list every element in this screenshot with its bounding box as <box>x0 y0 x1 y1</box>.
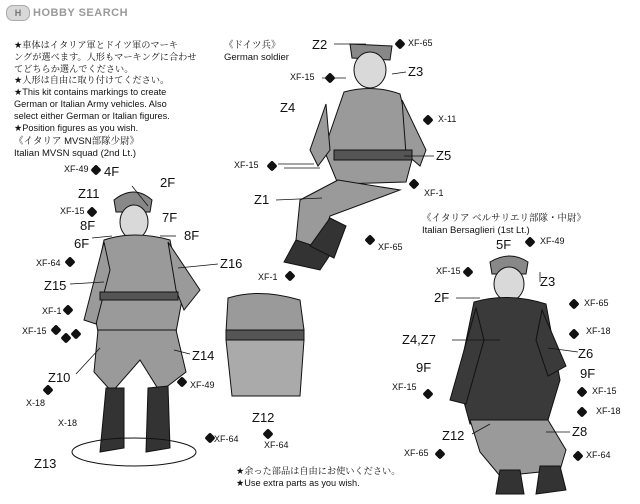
part-label-z13: Z13 <box>34 456 57 471</box>
part-label-8f-right: 8F <box>184 228 200 243</box>
paint-code: XF-15 <box>290 72 315 82</box>
mvsn-officer-figure <box>72 192 200 466</box>
bersaglieri-title-jp: 《イタリア ベルサリエリ部隊・中尉》 <box>422 213 586 224</box>
german-title-jp: 《ドイツ兵》 <box>224 40 281 51</box>
footer-note <box>236 466 400 489</box>
part-label-9f-right: 9F <box>580 366 596 381</box>
instruction-line: ★人形は自由に取り付けてください。 <box>14 75 170 86</box>
paint-code: XF-65 <box>408 38 433 48</box>
part-label-2f: 2F <box>434 290 450 305</box>
part-label-z8: Z8 <box>572 424 588 439</box>
paint-code: XF-49 <box>540 236 565 246</box>
footer-line: ★Use extra parts as you wish. <box>236 477 360 488</box>
paint-code: XF-49 <box>190 380 215 390</box>
paint-code: XF-18 <box>586 326 611 336</box>
part-label-9f: 9F <box>416 360 432 375</box>
instruction-line: ★Position figures as you wish. <box>14 122 139 133</box>
footer-line: ★余った部品は自由にお使いください。 <box>236 466 401 476</box>
instruction-line: ★This kit contains markings to create <box>14 87 167 98</box>
paint-code: XF-15 <box>22 326 47 336</box>
part-label-z15: Z15 <box>44 278 67 293</box>
instruction-line: select either German or Italian figures. <box>14 110 170 121</box>
paint-code: XF-64 <box>214 434 239 444</box>
mvsn-title-en: Italian MVSN squad (2nd Lt.) <box>14 147 136 159</box>
part-label-5f: 5F <box>496 237 512 252</box>
part-label-8f: 8F <box>80 218 96 233</box>
part-label-z11: Z11 <box>78 186 100 201</box>
holster-detail <box>226 293 304 396</box>
part-label-z2: Z2 <box>312 37 328 52</box>
instruction-line: ★車体はイタリア軍とドイツ軍のマーキ <box>14 40 178 50</box>
paint-code: XF-65 <box>378 242 403 252</box>
german-title-en: German soldier <box>224 51 289 63</box>
part-label-z14: Z14 <box>192 348 215 363</box>
part-label-z1: Z1 <box>254 192 270 207</box>
bersaglieri-title-en: Italian Bersaglieri (1st Lt.) <box>422 224 530 236</box>
bersaglieri-officer-figure <box>450 256 566 494</box>
paint-code: XF-1 <box>258 272 278 282</box>
paint-code: XF-65 <box>584 298 609 308</box>
part-label-z10: Z10 <box>48 370 71 385</box>
paint-code: XF-15 <box>392 382 417 392</box>
paint-code: XF-64 <box>586 450 611 460</box>
paint-code: X-18 <box>58 418 78 428</box>
part-label-z12: Z12 <box>442 428 465 443</box>
logo-mark: H <box>6 5 30 21</box>
paint-code: XF-65 <box>404 448 429 458</box>
part-label-z3: Z3 <box>408 64 424 79</box>
instruction-line: てどちらか選んでください。 <box>14 63 134 74</box>
part-label-z4-z7: Z4,Z7 <box>402 332 436 347</box>
part-label-2f: 2F <box>160 175 176 190</box>
paint-code: XF-1 <box>42 306 62 316</box>
mvsn-title-jp: 《イタリア MVSN部隊少尉》 <box>14 136 140 147</box>
part-label-z6: Z6 <box>578 346 594 361</box>
paint-code: XF-15 <box>592 386 617 396</box>
paint-code: X-11 <box>438 114 457 124</box>
part-label-6f: 6F <box>74 236 90 251</box>
part-label-4f: 4F <box>104 164 120 179</box>
part-label-z4: Z4 <box>280 100 296 115</box>
instruction-line: ングが選べます。人形もマーキングに合わせ <box>14 51 197 62</box>
paint-code: XF-15 <box>234 160 259 170</box>
part-label-z5: Z5 <box>436 148 452 163</box>
part-label-z12: Z12 <box>252 410 275 425</box>
paint-code: XF-15 <box>436 266 461 276</box>
instruction-line: German or Italian Army vehicles. Also <box>14 98 167 109</box>
paint-code: XF-18 <box>596 406 621 416</box>
part-label-7f: 7F <box>162 210 178 225</box>
paint-code: XF-1 <box>424 188 444 198</box>
paint-code: X-18 <box>26 398 46 408</box>
paint-code: XF-64 <box>264 440 289 450</box>
paint-code: XF-49 <box>64 164 89 174</box>
paint-code: XF-64 <box>36 258 61 268</box>
logo-text: HOBBY SEARCH <box>33 7 129 19</box>
paint-code: XF-15 <box>60 206 85 216</box>
part-label-z16: Z16 <box>220 256 243 271</box>
part-label-z3: Z3 <box>540 274 556 289</box>
